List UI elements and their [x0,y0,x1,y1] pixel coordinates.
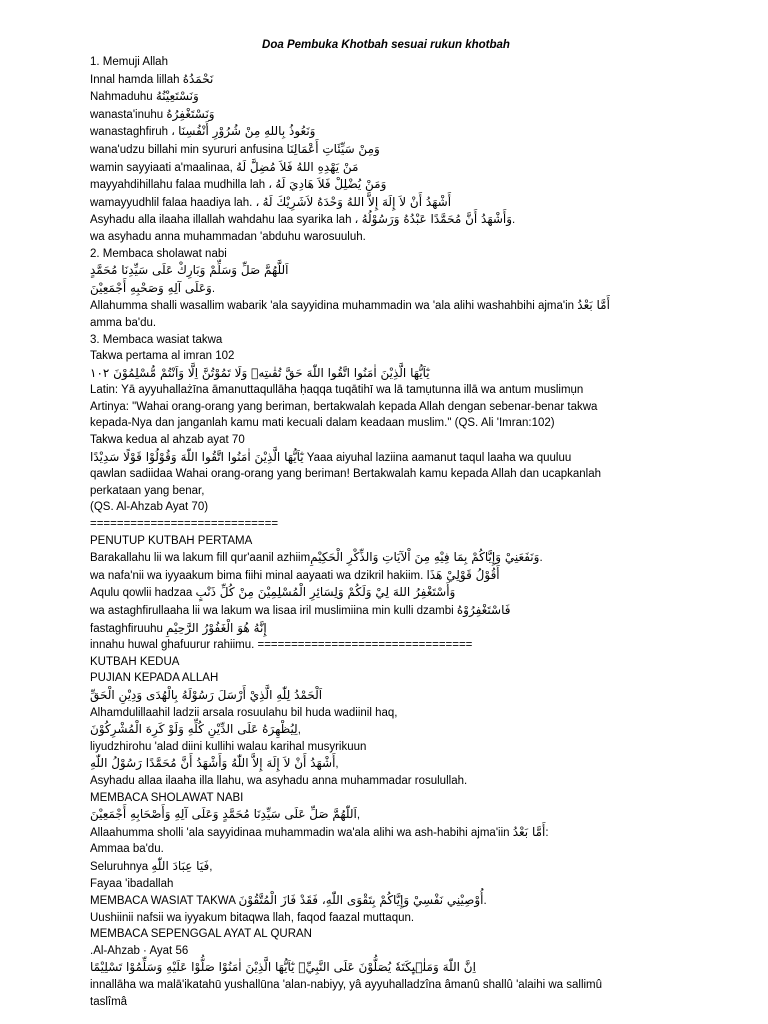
arabic-text: فَاسْتَغْفِرُوْهُ [456,603,511,617]
text-line [90,516,682,533]
latin-text: Fayaa 'ibadallah [90,877,174,890]
text-line [90,229,682,246]
text-line [90,332,682,349]
trailing-text: Yaaa aiyuhal laziina aamanut taqul laaha wa quuluu [303,451,572,464]
text-line [90,315,682,332]
text-line [90,994,682,1011]
trailing-text: . [539,552,543,565]
latin-text: 2. Membaca sholawat nabi [90,247,227,260]
latin-text: wanasta'inuhu [90,108,167,121]
text-line [90,858,682,876]
latin-text: .Al-Ahzab · Ayat 56 [90,944,189,957]
latin-text: PENUTUP KUTBAH PERTAMA [90,534,253,547]
latin-text: mayyahdihillahu falaa mudhilla lah ، [90,179,276,192]
latin-text: Alhamdulillaahil ladzii arsala rosuulahu bil huda wadiinil haq, [90,706,398,719]
latin-text: Allaahumma sholli 'ala sayyidinaa muhammadin wa'ala alihi wa ash-habihi ajma'iin [90,826,513,839]
arabic-text: مَنْ يَهْدِهِ اللهُ فَلاَ مُضِلَّ لَهُ [236,159,359,174]
trailing-text: , [297,724,301,737]
arabic-text: فَيَا عِبَادَ اللّٰهِ [151,858,210,873]
arabic-text: يٰٓاَيُّهَا الَّذِيْنَ اٰمَنُوا اتَّقُوا اللّٰهَ وَقُوْلُوْا قَوْلًا سَدِيْدًا [90,449,304,464]
latin-text: wamayyudhlil falaa haadiya lah. ، [90,196,263,209]
text-line [90,159,682,177]
text-line [90,876,682,893]
arabic-text: أَشْهَدُ أَنْ لاَ إِلَهَ إِلاَّ اللهُ وَحْدَهُ لاَشَرِيْكَ لَهُ [262,194,452,209]
trailing-text: , [356,809,361,822]
latin-text: wamin sayyiaati a'maalinaa, [90,161,237,174]
text-line [90,483,682,500]
text-line [90,246,682,263]
text-line [90,721,682,739]
text-line [90,348,682,365]
text-line [90,670,682,687]
latin-text: PUJIAN KEPADA ALLAH [90,672,219,685]
arabic-text: وَنَسْتَغْفِرُهُ [166,106,215,121]
arabic-text: وَنَفَعَنِيْ وَإِيَّاكُمْ بِمَا فِيْهِ مِنَ اْلآيَاتِ وَالذِّكْرِ الْحَكِيْمِ [310,550,540,565]
text-line [90,176,682,194]
text-line [90,123,682,141]
arabic-text: إِنَّهُ هُوَ الْغَفُوْرُ الرَّحِيْمِ [166,620,267,635]
latin-text: KUTBAH KEDUA [90,655,180,668]
text-line [90,499,682,516]
trailing-text: : [545,826,549,839]
trailing-text: , [209,860,213,873]
arabic-text: نَحْمَدُهُ [182,71,214,86]
arabic-text: أَشْهَدُ أَنْ لاَ إِلَهَ إِلاَّ اللّٰهُ وَأَشْهَدُ أَنَّ مُحَمَّدًا رَسُوْلُ اللّٰهِ [90,756,336,771]
latin-text: Asyhadu alla ilaaha illallah wahdahu laa syarika lah ، [90,214,362,227]
latin-text: Barakallahu lii wa lakum fill qur'aanil azhiim [90,552,311,565]
latin-text: Latin: Yā ayyuhallażīna āmanuttaqullāha ḥaqqa tuqātihī wa lā tamụtunna illā wa antum muslimụn [90,384,584,397]
arabic-text: أَقُوْلُ قَوْلِيْ هَذَا [426,567,500,582]
trailing-text: . [483,895,487,908]
text-line [90,790,682,807]
text-line [90,892,682,910]
arabic-text: اَللّٰهُمَّ صَلِّ عَلَى سَيِّدِنَا مُحَمَّدٍ وَعَلَى آلِهِ وَأَصْحَابِهِ أَجْمَعِيْنَ [90,807,357,822]
latin-text: MEMBACA WASIAT TAKWA [90,895,239,908]
text-line [90,382,682,399]
text-line [90,926,682,943]
latin-text: Innal hamda lillah [90,73,183,86]
latin-text: MEMBACA SEPENGGAL AYAT AL QURAN [90,928,312,941]
arabic-text: وَنَسْتَعِيْنُهُ [155,89,199,104]
latin-text: (QS. Al-Ahzab Ayat 70) [90,501,209,514]
text-line [90,106,682,124]
arabic-text: لِيُظْهِرَهُ عَلَى الدِّيْنِ كُلِّهِ وَلَوْ كَرِهَ الْمُشْرِكُوْنَ [90,722,298,737]
text-line [90,806,682,824]
arabic-text: اَلْحَمْدُ لِلّٰهِ الَّذِيْ أَرْسَلَ رَسُوْلَهُ بِالْهُدَى وَدِيْنِ الْحَقِّ [90,687,323,702]
arabic-text: وَأَسْتَغْفِرُ اللهَ لِيْ وَلَكُمْ وَلِسَائِرِ الْمُسْلِمِيْنَ مِنْ كُلِّ ذَنْبٍ [195,585,456,600]
text-line [90,910,682,927]
latin-text: wa astaghfirullaaha lii wa lakum wa lisaa iril muslimiina min kulli dzambi [90,605,457,617]
latin-text: Aqulu qowlii hadzaa [90,587,196,600]
latin-text: Takwa kedua al ahzab ayat 70 [90,434,245,447]
arabic-text: أَمَّا بَعْدُ [512,824,546,839]
text-line [90,602,682,620]
arabic-text: أُوْصِيْنِي نَفْسِيْ وَإِيَّاكُمْ بِتَقْوَى اللّٰهِ، فَقَدْ فَازَ الْمُتَّقُوْنَ [238,893,484,908]
latin-text: ============================ [90,518,279,531]
latin-text: perkataan yang benar, [90,484,205,497]
arabic-text: وَنَعُوذُ بِاللهِ مِنْ شُرُوْرِ أَنْفُسِنَا [178,124,316,139]
trailing-text: , [335,758,339,771]
latin-text: Nahmaduhu [90,91,156,104]
latin-text: kepada-Nya dan janganlah kamu mati kecuali dalam keadaan muslim." (QS. Ali 'Imran:102) [90,417,555,430]
text-line [90,959,682,977]
latin-text: Takwa pertama al imran 102 [90,350,235,363]
latin-text: 3. Membaca wasiat takwa [90,333,223,346]
text-line [90,739,682,756]
latin-text: innahu huwal ghafuurur rahiimu. ================================ [90,639,473,652]
text-line [90,415,682,432]
latin-text: wa asyhadu anna muhammadan 'abduhu warosuuluh. [90,230,366,243]
latin-text: taslîmâ [90,995,128,1008]
latin-text: Uushiinii nafsii wa iyyakum bitaqwa llah, faqod faazal muttaqun. [90,911,415,924]
latin-text: MEMBACA SHOLAWAT NABI [90,791,244,804]
text-line [90,432,682,449]
text-line [90,399,682,416]
latin-text: qawlan sadiidaa Wahai orang-orang yang beriman! Bertakwalah kamu kepada Allah dan ucapkanlah [90,468,602,481]
latin-text: Artinya: "Wahai orang-orang yang beriman, bertakwalah kepada Allah dengan sebenar-benar takwa [90,400,598,413]
latin-text: wana'udzu billahi min syururi anfusina [90,143,287,156]
arabic-text: وَمَنْ يُضْلِلْ فَلاَ هَادِيَ لَهُ [275,177,387,192]
text-line [90,654,682,671]
text-line [90,841,682,858]
text-line [90,755,682,773]
text-line [90,824,682,842]
latin-text: wanastaghfiruh ، [90,126,179,139]
text-line [90,280,682,298]
document-body [90,54,682,1010]
text-line [90,194,682,212]
trailing-text: . [211,282,216,295]
text-line [90,943,682,960]
text-line [90,773,682,790]
text-line [90,584,682,602]
arabic-text: يٰٓاَيُّهَا الَّذِيْنَ اٰمَنُوا اتَّقُوا اللّٰهَ حَقَّ تُقٰىتِهٖ وَلَا تَمُوْتُنَّ اِلَّا وَاَنْتُمْ مُّسْلِمُوْنَ ١٠٢ [90,365,430,380]
text-line [90,687,682,705]
text-line [90,449,682,467]
latin-text: Seluruhnya [90,860,152,873]
text-line [90,637,682,654]
text-line [90,549,682,567]
text-line [90,705,682,722]
latin-text: innallāha wa malā'ikatahū yushallūna 'alan-nabiyy, yâ ayyuhalladzîna âmanû shallû 'alaihi wa sallimû [90,979,603,992]
text-line [90,54,682,71]
text-line [90,567,682,585]
latin-text: fastaghfiruuhu [90,622,167,635]
text-line [90,71,682,89]
text-line [90,262,682,280]
document-title: Doa Pembuka Khotbah sesuai rukun khotbah [262,39,510,51]
arabic-text: وَعَلَى آلِهِ وَصَحْبِهِ أَجْمَعِيْنَ [90,280,212,295]
text-line [90,365,682,383]
trailing-text: . [512,214,516,227]
latin-text: Asyhadu allaa ilaaha illa llahu, wa asyhadu anna muhammadar rosulullah. [90,774,468,787]
latin-text: 1. Memuji Allah [90,56,168,68]
arabic-text: اَللَّهُمَّ صَلِّ وَسَلِّمْ وَبَارِكْ عَلَى سَيِّدِنَا مُحَمَّدٍ [90,263,289,278]
text-line [90,620,682,638]
latin-text: Ammaa ba'du. [90,843,164,856]
text-line [90,297,682,315]
text-line [90,141,682,159]
text-line [90,211,682,229]
arabic-text: وَمِنْ سَيِّئَاتِ أَعْمَالِنَا [286,141,380,156]
text-line [90,466,682,483]
latin-text: amma ba'du. [90,316,157,329]
arabic-text: أَمَّا بَعْدُ [577,298,610,313]
text-line [90,533,682,550]
latin-text: wa nafa'nii wa iyyaakum bima fiihi minal aayaati wa dzikril hakiim. [90,569,427,582]
arabic-text: وَأَشْهَدُ أَنَّ مُحَمَّدًا عَبْدُهُ وَرَسُوْلُهُ [361,212,513,227]
latin-text: Allahumma shalli wasallim wabarik 'ala sayyidina muhammadin wa 'ala alihi washahbihi ajma'in [90,300,578,313]
arabic-text: اِنَّ اللّٰهَ وَمَلٰۤىِٕكَتَهٗ يُصَلُّوْنَ عَلَى النَّبِيِّۗ يٰٓاَيُّهَا الَّذِيْنَ اٰمَنُوْا صَلُّوْا عَلَيْهِ وَسَلِّمُوْا تَسْلِيْمًا [90,960,476,975]
latin-text: liyudzhirohu 'alad diini kullihi walau karihal musyrikuun [90,740,367,753]
text-line [90,88,682,106]
text-line [90,977,682,994]
